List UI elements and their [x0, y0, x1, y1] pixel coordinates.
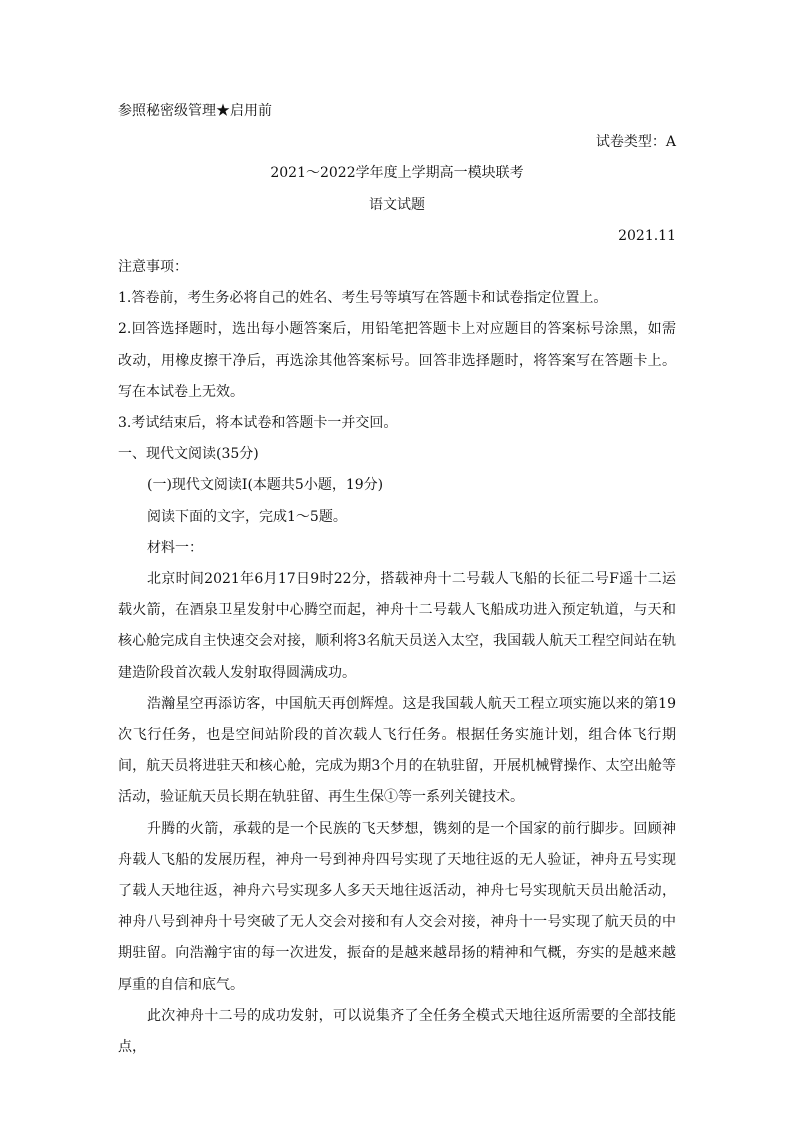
exam-page	[118, 96, 676, 1063]
notes-heading: 注意事项：	[118, 258, 188, 275]
note-item-1: 1.答卷前，考生务必将自己的姓名、考生号等填写在答题卡和试卷指定位置上。	[118, 290, 608, 307]
material-paragraph-2: 浩瀚星空再添访客，中国航天再创辉煌。这是我国载人航天工程立项实施以来的第19次飞行任务，也是空间站阶段的首次载人飞行任务。根据任务实施计划，组合体飞行期间，航天员将进驻天和核心舱，完成为期3个月的在轨驻留，开展机械臂操作、太空出舱等活动，验证航天员长期在轨驻留、再生生保①等一系列关键技术。	[118, 695, 676, 806]
section-title: 一、现代文阅读(35分)	[118, 446, 259, 463]
paper-type-label: 试卷类型：A	[595, 134, 676, 151]
exam-title: 2021～2022学年度上学期高一模块联考	[270, 165, 524, 182]
material-paragraph-3: 升腾的火箭，承载的是一个民族的飞天梦想，镌刻的是一个国家的前行脚步。回顾神舟载人飞船的发展历程，神舟一号到神舟四号实现了天地往返的无人验证，神舟五号实现了载人天地往返，神舟六号实现多人多天天地往返活动，神舟七号实现航天员出舱活动，神舟八号到神舟十号突破了无人交会对接和有人交会对接，神舟十一号实现了航天员的中期驻留。向浩瀚宇宙的每一次进发，振奋的是越来越昂扬的精神和气概，夯实的是越来越厚重的自信和底气。	[118, 820, 676, 993]
exam-date: 2021.11	[618, 227, 676, 244]
material-paragraph-4: 此次神舟十二号的成功发射，可以说集齐了全任务全模式天地往返所需要的全部技能点，	[118, 1007, 676, 1055]
reading-instruction: 阅读下面的文字，完成1～5题。	[147, 508, 347, 525]
note-item-3: 3.考试结束后，将本试卷和答题卡一并交回。	[118, 414, 398, 431]
subject-title: 语文试题	[369, 196, 425, 213]
subsection-title: (一)现代文阅读Ⅰ(本题共5小题，19分)	[147, 477, 384, 494]
confidential-label: 参照秘密级管理★启用前	[118, 103, 272, 119]
material-paragraph-1: 北京时间2021年6月17日9时22分，搭载神舟十二号载人飞船的长征二号F遥十二运载火箭，在酒泉卫星发射中心腾空而起，神舟十二号载人飞船成功进入预定轨道，与天和核心舱完成自主快速交会对接，顺利将3名航天员送入太空，我国载人航天工程空间站在轨建造阶段首次载人发射取得圆满成功。	[118, 570, 676, 681]
material-label: 材料一：	[147, 539, 203, 556]
note-item-2: 2.回答选择题时，选出每小题答案后，用铅笔把答题卡上对应题目的答案标号涂黑，如需改动，用橡皮擦干净后，再选涂其他答案标号。回答非选择题时，将答案写在答题卡上。写在本试卷上无效。	[118, 321, 676, 400]
